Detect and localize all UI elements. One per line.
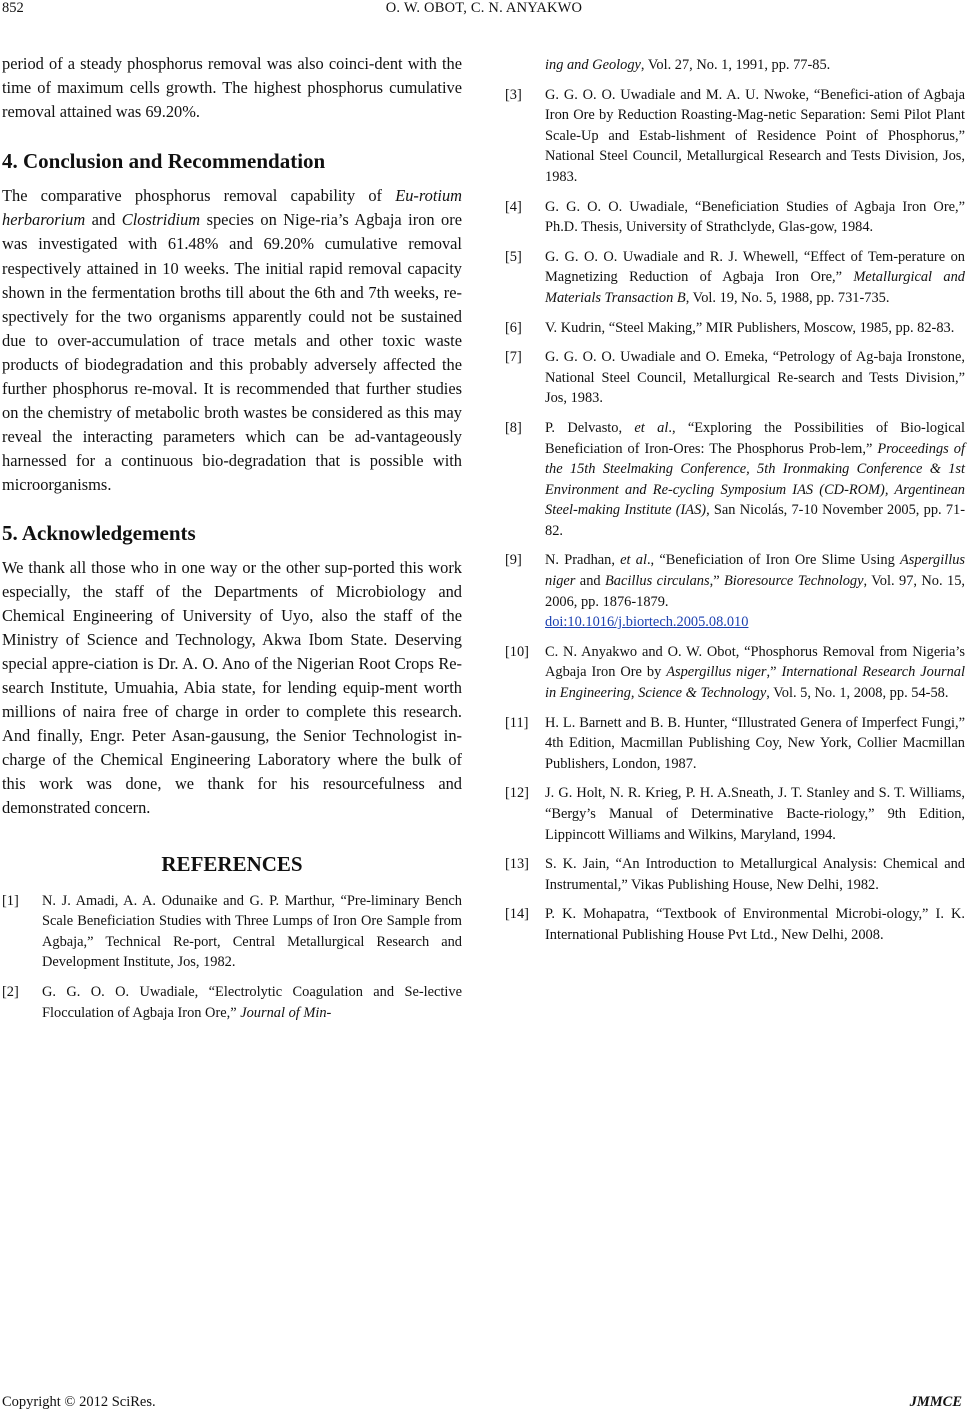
reference-item <box>505 347 965 409</box>
organism-name: Aspergillus niger <box>545 552 965 590</box>
reference-list-left <box>2 891 462 1024</box>
reference-citation: , San Nicolás, 7-10 November 2005, pp. 71-82. <box>545 502 966 539</box>
reference-number: [14] <box>505 906 529 923</box>
reference-item <box>505 783 965 845</box>
reference-text <box>545 550 965 632</box>
reference-number: [3] <box>505 86 522 103</box>
acknowledgements-paragraph: We thank all those who in one way or the other sup-ported this work especially, the staff of the Departments of Microbiology and Chemical Engineering of University of Uyo, also the staff of the Ministry of Science and Technology, Akwa Ibom State. Deserving special appre-ciation is Dr. A. O. Ano of the Nigerian Root Crops Re-search Institute, Umuahia, Abia state, for lending equip-ment worth millions of naira free of charge in order to complete this research. And finally, Engr. Peter Asan-gausung, the Senior Technologist in-charge of the Chemical Engineering Laboratory where the bulk of this work was done, we thank for his resourcefulness and demonstrated concern. <box>2 557 462 818</box>
journal-title: International Research Journal in Engineering, Science & Technology <box>545 664 966 702</box>
reference-citation: G. G. O. O. Uwadiale and R. J. Whewell, “Effect of Tem-perature on Magnetizing Reduction of Agbaja Iron Ore,” <box>545 248 965 286</box>
reference-citation: , Vol. 97, No. 15, 2006, pp. 1876-1879. <box>545 573 965 610</box>
reference-text <box>545 418 965 542</box>
reference-citation: ,” <box>766 664 782 681</box>
proceedings-title: Proceedings of the 15th Steelmaking Conference, 5th Ironmaking Conference & 1st Environment and Re-cycling Symposium IAS (CD-ROM), Argentinean Steel-making Institute (IAS) <box>545 440 965 519</box>
reference-item <box>505 854 965 895</box>
reference-citation: N. J. Amadi, A. A. Odunaike and G. P. Marthur, “Pre-liminary Bench Scale Beneficiation Studies with Three Lumps of Iron Ore Sample from Agbaja,” Technical Re-port, Central Metallurgical Research and Development Institute, Jos, 1982. <box>42 892 462 971</box>
reference-citation: C. N. Anyakwo and O. W. Obot, “Phosphorus Removal from Nigeria’s Agbaja Iron Ore by <box>545 643 965 681</box>
left-column <box>2 52 462 1023</box>
reference-citation: N. Pradhan, <box>545 552 621 569</box>
reference-number: [6] <box>505 319 522 336</box>
reference-text <box>42 982 462 1023</box>
conclusion-text: and <box>85 210 122 230</box>
right-column <box>505 55 965 946</box>
reference-text: G. G. O. O. Uwadiale, “Beneficiation Studies of Agbaja Iron Ore,” Ph.D. Thesis, University of Strathclyde, Glas-gow, 1984. <box>545 198 965 236</box>
reference-item <box>2 982 462 1023</box>
reference-citation: ,” <box>709 573 725 590</box>
reference-citation: and <box>575 573 605 590</box>
reference-citation: P. Delvasto, <box>545 419 635 436</box>
doi-link[interactable]: doi:10.1016/j.biortech.2005.08.010 <box>545 614 749 631</box>
conclusion-text: species on Nige-ria’s Agbaja iron ore was investigated with 61.48% and 69.20% cumulative removal respectively attained in 10 weeks. The initial rapid removal capacity shown in the fermentation broths till about the 6th and 7th weeks, re-spectively for the two organisms apparently could not be sustained due to over-accumulation of trace metals and other toxic waste products of biodegradation and this probably adversely affected the further phosphorus re-moval. It is recommended that further studies on the chemistry of metabolic broth wastes be considered as this may reveal the interacting parameters which can be ad-vantageously harnessed for a continuous bio-degradation that is possible with microorganisms. <box>2 210 462 495</box>
reference-item-continued <box>505 55 965 76</box>
reference-text: G. G. O. O. Uwadiale and M. A. U. Nwoke, “Benefici-ation of Agbaja Iron Ore by Reduction Roasting-Mag-netic Separation: Semi Pilot Plant Scale-Up and Estab-lishment of Residence Point of Phosphorus,” National Steel Council, Metallurgical Research and Tests Division, Jos, 1983. <box>545 86 965 185</box>
section-title-acknowledgements: 5. Acknowledgements <box>2 520 196 545</box>
intro-paragraph: period of a steady phosphorus removal was also coinci-dent with the time of maximum cells growth. The highest phosphorus cumulative removal attained was 69.20%. <box>2 54 462 122</box>
reference-number: [2] <box>2 983 19 1000</box>
reference-text: V. Kudrin, “Steel Making,” MIR Publishers, Moscow, 1985, pp. 82-83. <box>545 319 955 336</box>
reference-text: G. G. O. O. Uwadiale and O. Emeka, “Petrology of Ag-baja Ironstone, National Steel Council, Metallurgical Re-search and Tests Division,” Jos, 1983. <box>545 349 965 407</box>
reference-item <box>505 197 965 238</box>
reference-item <box>505 85 965 188</box>
reference-number: [8] <box>505 419 522 436</box>
reference-item <box>2 891 462 973</box>
reference-item <box>505 904 965 945</box>
reference-number: [11] <box>505 714 529 731</box>
conclusion-text: The comparative phosphorus removal capability of <box>2 186 396 206</box>
reference-citation: , Vol. 27, No. 1, 1991, pp. 77-85. <box>640 57 831 73</box>
reference-citation: ., “Beneficiation of Iron Ore Slime Using <box>646 552 900 569</box>
reference-item <box>505 713 965 775</box>
reference-number-blank <box>505 55 545 76</box>
reference-citation: ., “Exploring the Possibilities of Bio-logical Beneficiation of Iron-Ores: The Phosphorus Prob-lem,” <box>545 419 966 457</box>
reference-item <box>505 418 965 542</box>
reference-text: P. K. Mohapatra, “Textbook of Environmental Microbi-ology,” I. K. International Publishing House Pvt Ltd., New Delhi, 2008. <box>545 906 965 943</box>
reference-citation: , Vol. 5, No. 1, 2008, pp. 54-58. <box>766 685 949 702</box>
reference-number: [4] <box>505 198 522 215</box>
reference-number: [10] <box>505 643 529 660</box>
reference-text: S. K. Jain, “An Introduction to Metallurgical Analysis: Chemical and Instrumental,” Vikas Publishing House, New Delhi, 1982. <box>545 856 965 893</box>
reference-item <box>505 550 965 632</box>
running-head-authors: O. W. OBOT, C. N. ANYAKWO <box>385 0 583 16</box>
copyright-notice: Copyright © 2012 SciRes. <box>2 1394 156 1410</box>
journal-title: Journal of Min- <box>240 1004 332 1021</box>
page-number: 852 <box>2 0 24 16</box>
reference-number: [9] <box>505 552 522 569</box>
et-al: et al <box>620 552 647 569</box>
journal-abbreviation: JMMCE <box>909 1394 962 1410</box>
reference-text <box>545 55 965 76</box>
reference-text: H. L. Barnett and B. B. Hunter, “Illustrated Genera of Imperfect Fungi,” 4th Edition, Macmillan Publishing Coy, New York, Collier Macmillan Publishers, London, 1987. <box>545 714 965 772</box>
journal-title: ing and Geology <box>545 57 641 73</box>
reference-item <box>505 318 965 339</box>
journal-title: Bioresource Technology <box>724 573 864 590</box>
organism-name: Bacillus circulans <box>605 573 710 590</box>
section-title-conclusion: 4. Conclusion and Recommendation <box>2 149 326 174</box>
reference-number: [7] <box>505 349 522 366</box>
reference-citation: , Vol. 19, No. 5, 1988, pp. 731-735. <box>685 289 890 306</box>
conclusion-paragraph <box>2 184 462 497</box>
reference-number: [1] <box>2 892 19 909</box>
reference-text <box>42 891 462 973</box>
journal-title: Metallurgical and Materials Transaction B <box>545 269 965 306</box>
reference-text <box>545 247 965 309</box>
reference-number: [13] <box>505 856 529 873</box>
reference-text <box>545 642 965 704</box>
et-al: et al <box>634 419 669 436</box>
reference-number: [12] <box>505 785 529 802</box>
reference-item <box>505 642 965 704</box>
page-header <box>0 0 968 22</box>
reference-text: J. G. Holt, N. R. Krieg, P. H. A.Sneath, J. T. Stanley and S. T. Williams, “Bergy’s Manual of Determinative Bacte-riology,” 9th Edition, Lippincott Williams and Wilkins, Maryland, 1994. <box>545 785 965 843</box>
reference-number: [5] <box>505 248 522 265</box>
reference-item <box>505 247 965 309</box>
organism-name: Clostridium <box>121 210 201 230</box>
reference-citation: G. G. O. O. Uwadiale, “Electrolytic Coagulation and Se-lective Flocculation of Agbaja Iron Ore,” <box>42 983 462 1021</box>
organism-name: Eu-rotium herbarorium <box>2 186 462 230</box>
organism-name: Aspergillus niger <box>666 664 767 681</box>
references-title: REFERENCES <box>161 851 303 876</box>
